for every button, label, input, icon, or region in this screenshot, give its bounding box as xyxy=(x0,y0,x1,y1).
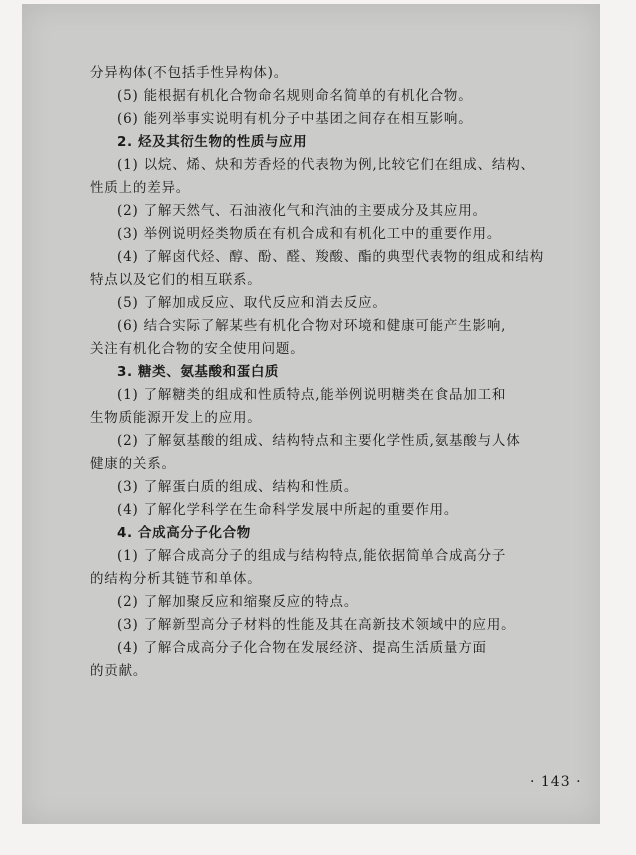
text-line: (6) 结合实际了解某些有机化合物对环境和健康可能产生影响, xyxy=(117,318,507,334)
text-line: 健康的关系。 xyxy=(90,456,176,472)
section-heading: 2. 烃及其衍生物的性质与应用 xyxy=(117,134,308,150)
text-line: (1) 了解合成高分子的组成与结构特点,能依据简单合成高分子 xyxy=(117,548,507,564)
text-line: (3) 举例说明烃类物质在有机合成和有机化工中的重要作用。 xyxy=(117,226,502,242)
document-page xyxy=(22,4,600,824)
text-line: (2) 了解氨基酸的组成、结构特点和主要化学性质,氨基酸与人体 xyxy=(117,433,521,449)
text-line: 特点以及它们的相互联系。 xyxy=(90,272,262,288)
text-line: (1) 以烷、烯、炔和芳香烃的代表物为例,比较它们在组成、结构、 xyxy=(117,157,535,173)
text-line: 关注有机化合物的安全使用问题。 xyxy=(90,341,305,357)
text-line: (1) 了解糖类的组成和性质特点,能举例说明糖类在食品加工和 xyxy=(117,387,507,403)
text-line: (2) 了解加聚反应和缩聚反应的特点。 xyxy=(117,594,359,610)
text-line: (4) 了解化学科学在生命科学发展中所起的重要作用。 xyxy=(117,502,459,518)
text-line: (3) 了解蛋白质的组成、结构和性质。 xyxy=(117,479,359,495)
section-heading: 4. 合成高分子化合物 xyxy=(117,525,251,541)
text-line: 性质上的差异。 xyxy=(90,180,191,196)
text-line: 的结构分析其链节和单体。 xyxy=(90,571,262,587)
text-line: (6) 能列举事实说明有机分子中基团之间存在相互影响。 xyxy=(117,111,473,127)
text-line: (3) 了解新型高分子材料的性能及其在高新技术领域中的应用。 xyxy=(117,617,516,633)
text-line: (5) 能根据有机化合物命名规则命名简单的有机化合物。 xyxy=(117,88,473,104)
text-line: (2) 了解天然气、石油液化气和汽油的主要成分及其应用。 xyxy=(117,203,487,219)
text-line: 分异构体(不包括手性异构体)。 xyxy=(90,65,289,81)
text-line: (5) 了解加成反应、取代反应和消去反应。 xyxy=(117,295,387,311)
text-line: (4) 了解卤代烃、醇、酚、醛、羧酸、酯的典型代表物的组成和结构 xyxy=(117,249,545,265)
section-heading: 3. 糖类、氨基酸和蛋白质 xyxy=(117,364,280,380)
text-line: 的贡献。 xyxy=(90,663,148,679)
text-line: 生物质能源开发上的应用。 xyxy=(90,410,262,426)
page-body xyxy=(90,62,585,683)
text-line: (4) 了解合成高分子化合物在发展经济、提高生活质量方面 xyxy=(117,640,487,656)
page-number: · 143 · xyxy=(530,774,582,790)
